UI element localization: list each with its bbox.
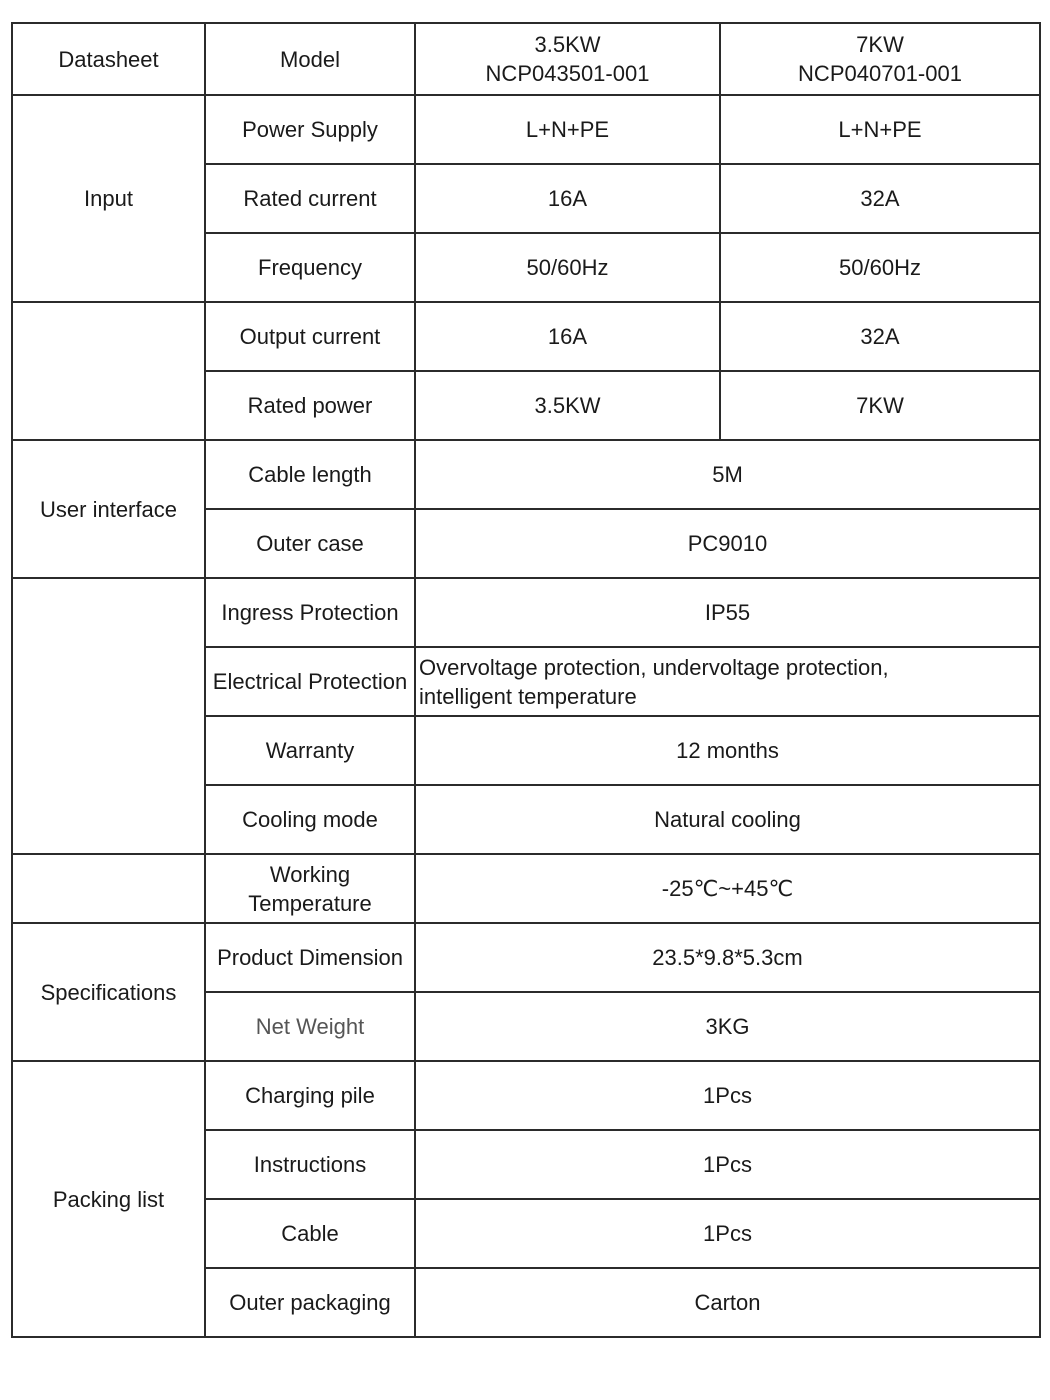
- group-protection-empty: [12, 578, 205, 854]
- value-instructions: 1Pcs: [415, 1130, 1040, 1199]
- value-warranty: 12 months: [415, 716, 1040, 785]
- label-cable: Cable: [205, 1199, 415, 1268]
- value-product-dimension: 23.5*9.8*5.3cm: [415, 923, 1040, 992]
- label-warranty: Warranty: [205, 716, 415, 785]
- value-power-supply-3-5kw: L+N+PE: [415, 95, 720, 164]
- table-row: [12, 302, 1040, 371]
- value-charging-pile: 1Pcs: [415, 1061, 1040, 1130]
- label-outer-packaging: Outer packaging: [205, 1268, 415, 1337]
- label-rated-current: Rated current: [205, 164, 415, 233]
- header-datasheet: Datasheet: [12, 23, 205, 95]
- label-working-temperature: [205, 854, 415, 923]
- value-outer-packaging: Carton: [415, 1268, 1040, 1337]
- header-col1-power: 3.5KW: [534, 32, 601, 57]
- group-user-interface: User interface: [12, 440, 205, 578]
- table-row: [12, 440, 1040, 509]
- value-output-current-3-5kw: 16A: [415, 302, 720, 371]
- label-frequency: Frequency: [205, 233, 415, 302]
- value-rated-current-3-5kw: 16A: [415, 164, 720, 233]
- label-rated-power: Rated power: [205, 371, 415, 440]
- label-electrical-protection: Electrical Protection: [205, 647, 415, 716]
- value-ingress-protection: IP55: [415, 578, 1040, 647]
- table-row: [12, 578, 1040, 647]
- group-output-empty: [12, 302, 205, 440]
- group-input: Input: [12, 95, 205, 302]
- working-temperature-line-1: Working: [269, 861, 351, 887]
- value-net-weight: 3KG: [415, 992, 1040, 1061]
- value-rated-power-7kw: 7KW: [720, 371, 1040, 440]
- value-cable-length: 5M: [415, 440, 1040, 509]
- label-net-weight: Net Weight: [205, 992, 415, 1061]
- label-outer-case: Outer case: [205, 509, 415, 578]
- header-row: [12, 23, 1040, 95]
- datasheet-table: [11, 22, 1041, 1338]
- label-output-current: Output current: [205, 302, 415, 371]
- group-temperature-empty: [12, 854, 205, 923]
- group-specifications: Specifications: [12, 923, 205, 1061]
- header-col2-power: 7KW: [856, 32, 904, 57]
- label-ingress-protection: Ingress Protection: [205, 578, 415, 647]
- label-instructions: Instructions: [205, 1130, 415, 1199]
- value-working-temperature: -25℃~+45℃: [415, 854, 1040, 923]
- value-power-supply-7kw: L+N+PE: [720, 95, 1040, 164]
- value-electrical-protection: [415, 647, 1040, 716]
- table-row: [12, 95, 1040, 164]
- header-col2-code: NCP040701-001: [798, 61, 962, 86]
- value-cooling-mode: Natural cooling: [415, 785, 1040, 854]
- table-row: [12, 923, 1040, 992]
- label-product-dimension: Product Dimension: [205, 923, 415, 992]
- label-charging-pile: Charging pile: [205, 1061, 415, 1130]
- label-cooling-mode: Cooling mode: [205, 785, 415, 854]
- header-col1-code: NCP043501-001: [485, 61, 650, 86]
- header-model: Model: [205, 23, 415, 95]
- value-rated-current-7kw: 32A: [720, 164, 1040, 233]
- label-power-supply: Power Supply: [205, 95, 415, 164]
- electrical-protection-line-2: intelligent temperature: [419, 683, 637, 709]
- group-packing-list: Packing list: [12, 1061, 205, 1337]
- value-outer-case: PC9010: [415, 509, 1040, 578]
- working-temperature-line-2: Temperature: [248, 890, 372, 916]
- value-output-current-7kw: 32A: [720, 302, 1040, 371]
- table-row: [12, 854, 1040, 923]
- value-rated-power-3-5kw: 3.5KW: [415, 371, 720, 440]
- value-cable: 1Pcs: [415, 1199, 1040, 1268]
- header-model-3-5kw: [415, 23, 720, 95]
- label-cable-length: Cable length: [205, 440, 415, 509]
- value-frequency-7kw: 50/60Hz: [720, 233, 1040, 302]
- table-row: [12, 1061, 1040, 1130]
- value-frequency-3-5kw: 50/60Hz: [415, 233, 720, 302]
- header-model-7kw: [720, 23, 1040, 95]
- electrical-protection-line-1: Overvoltage protection, undervoltage protection,: [419, 654, 889, 680]
